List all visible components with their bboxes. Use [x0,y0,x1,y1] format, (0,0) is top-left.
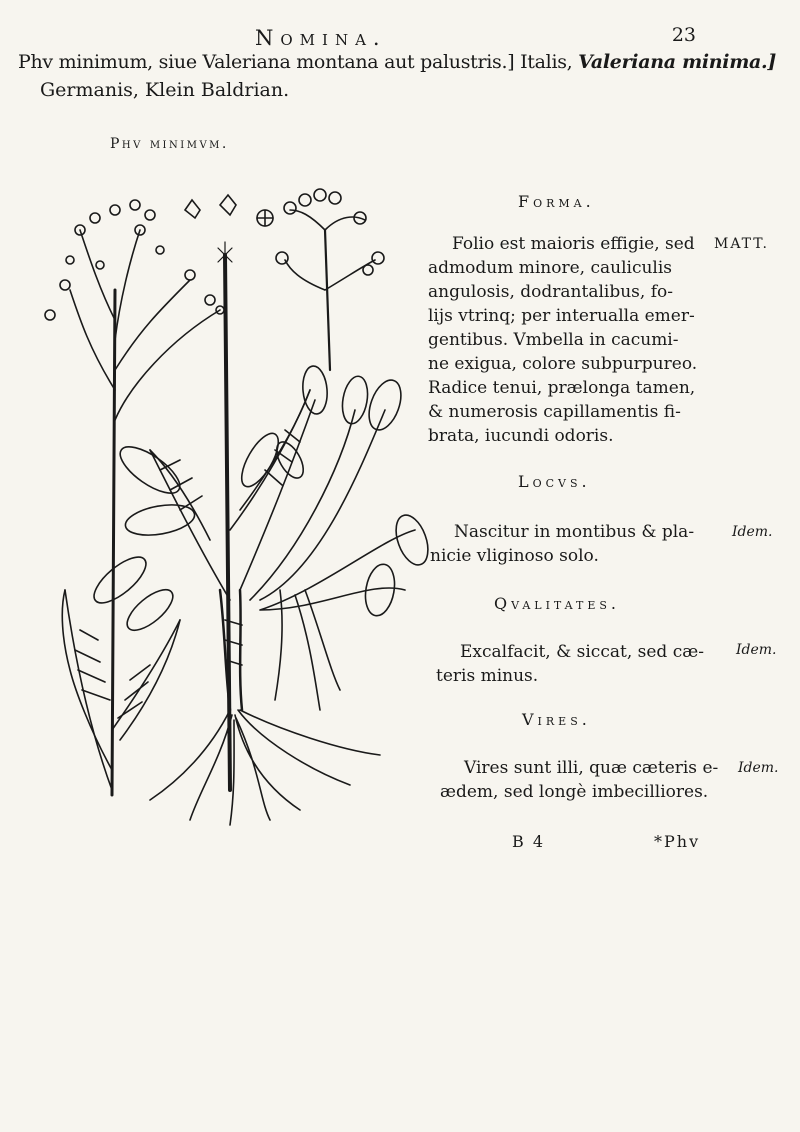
text-line: ne exigua, colore subpurpureo. [428,354,698,374]
text-line: Nascitur in montibus & pla- [454,522,695,542]
text-line: ædem, sed longè imbecilliores. [440,782,709,802]
text-line: admodum minore, cauliculis [428,258,673,278]
section-heading-locus: Locvs. [518,472,591,491]
section-text-vires [440,756,720,804]
figure-caption: Phv minimvm. [110,136,229,152]
text-line: Excalfacit, & siccat, sed cæ- [460,642,704,662]
left-umbel-flowers [45,200,224,320]
text-line: angulosis, dodrantalibus, fo- [428,282,673,302]
text-line: nicie vliginoso solo. [430,546,599,566]
german-name: Germanis, Klein Baldrian. [40,79,290,101]
section-heading-vires: Vires. [522,710,591,729]
page-number: 23 [671,24,696,46]
text-line: lijs vtrinq; per interualla emer- [428,306,695,326]
floral-detail-sketches [185,195,273,226]
margin-note-matt: MATT. [714,236,770,252]
section-text-locus [430,520,710,568]
catchword: *Phv [654,832,701,851]
section-heading-qualitates: Qvalitates. [494,594,620,613]
section-text-forma [428,232,718,448]
margin-note-idem: Idem. [736,642,777,658]
text-line: & numerosis capillamentis fi- [428,402,681,422]
roots [150,710,380,825]
margin-note-idem: Idem. [732,524,773,540]
text-line: Folio est maioris effigie, sed [452,234,695,254]
text-line: brata, iucundi odoris. [428,426,614,446]
plant-woodcut-illustration [20,170,440,830]
text-line: Radice tenui, prælonga tamen, [428,378,696,398]
left-stem [112,290,115,795]
section-text-qualitates [436,640,716,688]
entry-title-roman: Phv minimum, siue Valeriana montana aut palustris.] Italis, [18,51,573,73]
text-line: Vires sunt illi, quæ cæteris e- [464,758,719,778]
text-line: teris minus. [436,666,539,686]
signature-mark: B 4 [512,832,546,851]
section-heading-forma: Forma. [518,192,595,211]
entry-title-italic: Valeriana minima.] [578,51,777,73]
text-line: gentibus. Vmbella in cacumi- [428,330,679,350]
running-title: Nomina. [255,26,387,50]
entry-title [18,48,798,76]
margin-note-idem: Idem. [738,760,779,776]
